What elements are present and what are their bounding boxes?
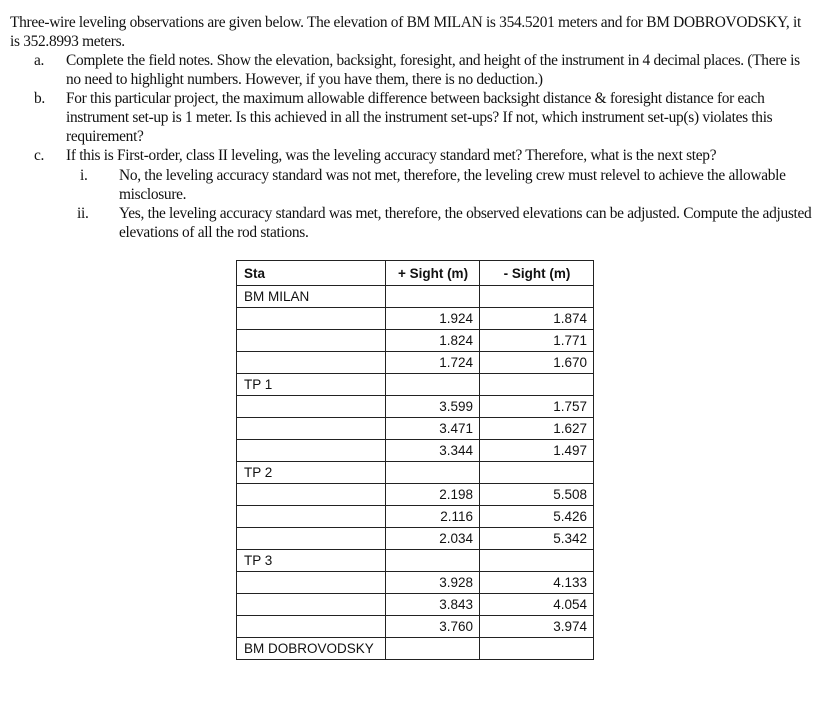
station-cell [237, 506, 386, 528]
question-text: If this is First-order, class II leveling, was the leveling accuracy standard met? Therefore, what is the next step? [66, 147, 717, 164]
minus-sight-cell [480, 638, 594, 660]
station-cell: TP 3 [237, 550, 386, 572]
minus-sight-cell: 1.771 [480, 330, 594, 352]
station-cell [237, 572, 386, 594]
table-row [237, 440, 594, 462]
minus-sight-cell: 1.627 [480, 418, 594, 440]
plus-sight-cell [386, 462, 480, 484]
plus-sight-cell [386, 374, 480, 396]
plus-sight-cell: 3.760 [386, 616, 480, 638]
table-row [237, 484, 594, 506]
option-ii [77, 204, 817, 242]
table-header-row [237, 261, 594, 286]
field-notes-table [236, 260, 594, 660]
minus-sight-cell: 5.426 [480, 506, 594, 528]
station-cell [237, 308, 386, 330]
option-text: No, the leveling accuracy standard was not met, therefore, the leveling crew must relevel to achieve the allowable misclosure. [119, 167, 786, 203]
station-cell [237, 484, 386, 506]
option-text: Yes, the leveling accuracy standard was met, therefore, the observed elevations can be adjusted. Compute the adjusted elevations of all the rod stations. [119, 205, 812, 241]
table-row [237, 374, 594, 396]
problem-intro: Three-wire leveling observations are given below. The elevation of BM MILAN is 354.5201 meters and for BM DOBROVODSKY, it is 352.8993 meters. [10, 14, 801, 50]
station-cell [237, 616, 386, 638]
minus-sight-cell: 1.757 [480, 396, 594, 418]
table-row [237, 528, 594, 550]
plus-sight-cell: 1.924 [386, 308, 480, 330]
plus-sight-cell: 2.034 [386, 528, 480, 550]
plus-sight-cell [386, 638, 480, 660]
plus-sight-cell: 2.198 [386, 484, 480, 506]
option-marker: ii. [77, 205, 89, 222]
header-minus-sight: - Sight (m) [480, 261, 594, 286]
question-c [34, 146, 824, 165]
question-marker: b. [34, 90, 45, 107]
question-a [34, 51, 814, 89]
minus-sight-cell: 4.054 [480, 594, 594, 616]
station-cell [237, 528, 386, 550]
station-cell: TP 1 [237, 374, 386, 396]
station-cell [237, 594, 386, 616]
minus-sight-cell [480, 374, 594, 396]
plus-sight-cell: 3.471 [386, 418, 480, 440]
header-plus-sight: + Sight (m) [386, 261, 480, 286]
question-marker: a. [34, 52, 45, 69]
table-row [237, 550, 594, 572]
table-row [237, 638, 594, 660]
plus-sight-cell: 3.843 [386, 594, 480, 616]
station-cell: TP 2 [237, 462, 386, 484]
option-i [80, 166, 810, 204]
station-cell [237, 396, 386, 418]
table-row [237, 418, 594, 440]
station-cell [237, 352, 386, 374]
table-row [237, 616, 594, 638]
table-row [237, 594, 594, 616]
plus-sight-cell: 2.116 [386, 506, 480, 528]
minus-sight-cell: 1.874 [480, 308, 594, 330]
plus-sight-cell: 3.928 [386, 572, 480, 594]
station-cell [237, 440, 386, 462]
minus-sight-cell: 5.508 [480, 484, 594, 506]
minus-sight-cell: 1.670 [480, 352, 594, 374]
plus-sight-cell: 1.724 [386, 352, 480, 374]
plus-sight-cell: 3.344 [386, 440, 480, 462]
station-cell [237, 330, 386, 352]
table-row [237, 396, 594, 418]
plus-sight-cell [386, 550, 480, 572]
plus-sight-cell [386, 286, 480, 308]
minus-sight-cell: 5.342 [480, 528, 594, 550]
minus-sight-cell [480, 462, 594, 484]
question-b [34, 89, 824, 146]
table-row [237, 286, 594, 308]
plus-sight-cell: 3.599 [386, 396, 480, 418]
table-row [237, 462, 594, 484]
question-text: For this particular project, the maximum allowable difference between backsight distance & foresight distance for each instrument set-up is 1 meter. Is this achieved in all the instrument set-ups? If not, which instrument set-up(s) violates this requirement? [66, 90, 773, 145]
table-row [237, 352, 594, 374]
station-cell: BM DOBROVODSKY [237, 638, 386, 660]
table-row [237, 506, 594, 528]
header-sta: Sta [237, 261, 386, 286]
question-text: Complete the field notes. Show the elevation, backsight, foresight, and height of the instrument in 4 decimal places. (There is no need to highlight numbers. However, if you have them, there is no deduction.) [66, 52, 800, 88]
minus-sight-cell: 1.497 [480, 440, 594, 462]
plus-sight-cell: 1.824 [386, 330, 480, 352]
table-row [237, 330, 594, 352]
station-cell [237, 418, 386, 440]
minus-sight-cell: 4.133 [480, 572, 594, 594]
table-row [237, 572, 594, 594]
question-marker: c. [34, 147, 45, 164]
minus-sight-cell [480, 550, 594, 572]
option-marker: i. [80, 167, 88, 184]
station-cell: BM MILAN [237, 286, 386, 308]
minus-sight-cell: 3.974 [480, 616, 594, 638]
minus-sight-cell [480, 286, 594, 308]
table-row [237, 308, 594, 330]
